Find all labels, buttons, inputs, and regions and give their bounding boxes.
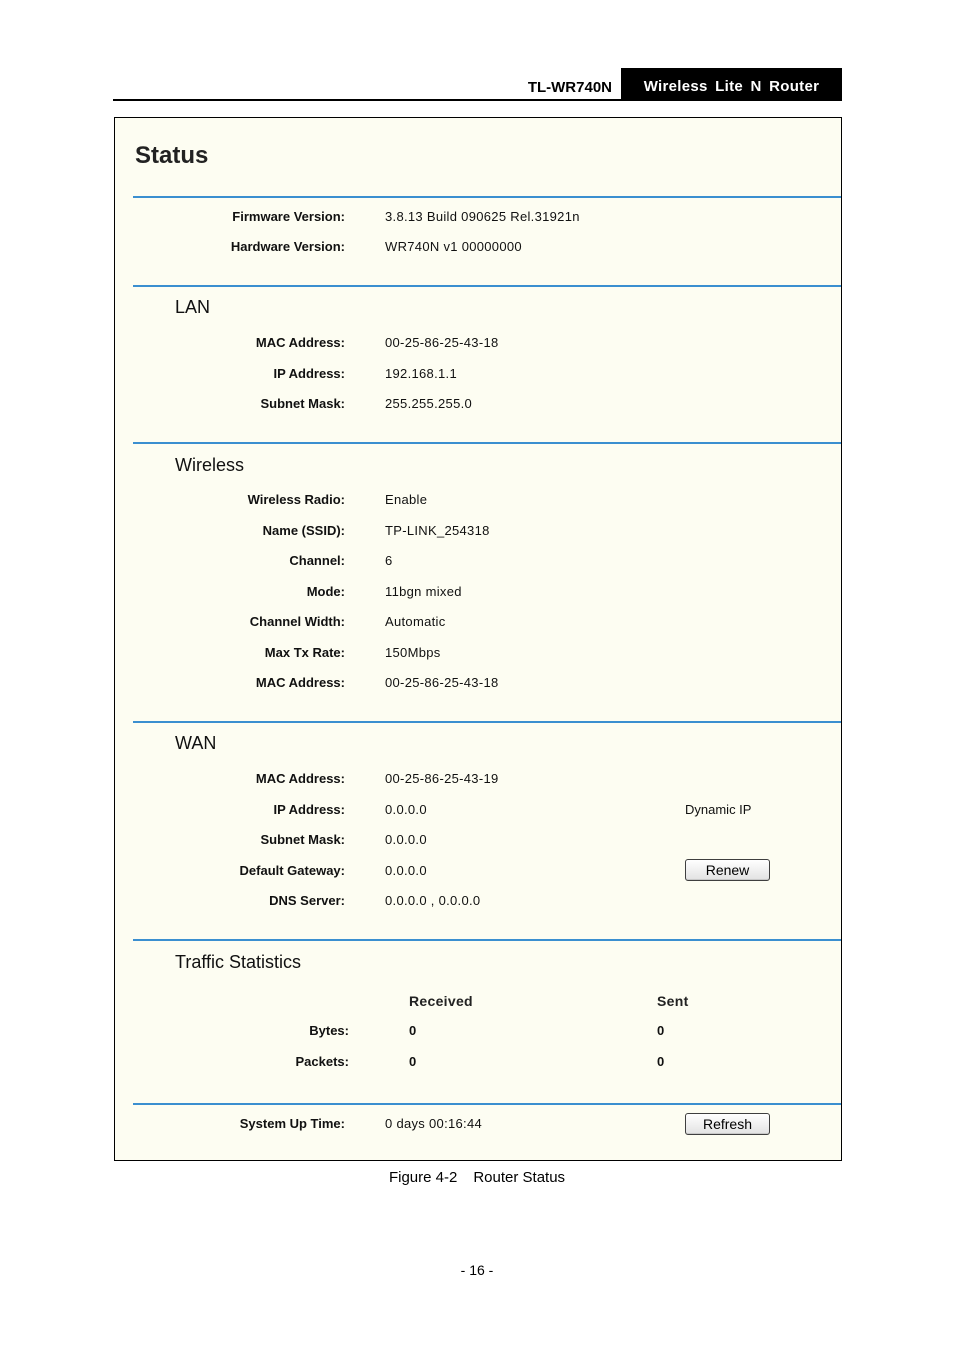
wireless-radio-label: Wireless Radio: bbox=[247, 492, 345, 507]
traffic-sent-header: Sent bbox=[657, 993, 689, 1009]
lan-subnet-value: 255.255.255.0 bbox=[385, 396, 473, 411]
wan-gateway-value: 0.0.0.0 bbox=[385, 863, 427, 878]
section-divider bbox=[133, 442, 841, 444]
refresh-button[interactable]: Refresh bbox=[685, 1113, 770, 1135]
wan-ip-label: IP Address: bbox=[273, 802, 345, 817]
traffic-section-title: Traffic Statistics bbox=[175, 952, 302, 972]
page-title: Status bbox=[135, 142, 209, 169]
figure-caption bbox=[0, 1169, 954, 1186]
wan-subnet-label: Subnet Mask: bbox=[260, 832, 345, 847]
wireless-ssid-label: Name (SSID): bbox=[262, 523, 345, 538]
wireless-ssid-value: TP-LINK_254318 bbox=[385, 523, 490, 538]
wireless-radio-value: Enable bbox=[385, 492, 428, 507]
wireless-channel-value: 6 bbox=[385, 553, 393, 568]
wireless-mac-label: MAC Address: bbox=[255, 675, 345, 690]
wan-ip-value: 0.0.0.0 bbox=[385, 802, 427, 817]
wireless-channel-width-label: Channel Width: bbox=[249, 614, 345, 629]
traffic-bytes-label: Bytes: bbox=[309, 1023, 349, 1038]
traffic-packets-label: Packets: bbox=[295, 1054, 349, 1069]
wan-section-title: WAN bbox=[175, 733, 217, 753]
lan-mac-value: 00-25-86-25-43-18 bbox=[385, 335, 499, 350]
traffic-packets-sent: 0 bbox=[657, 1054, 665, 1069]
router-status-screenshot bbox=[114, 117, 842, 1161]
hardware-version-value: WR740N v1 00000000 bbox=[385, 239, 522, 254]
lan-ip-value: 192.168.1.1 bbox=[385, 366, 457, 381]
wan-dns-label: DNS Server: bbox=[269, 893, 345, 908]
hardware-version-label: Hardware Version: bbox=[230, 239, 345, 254]
firmware-version-value: 3.8.13 Build 090625 Rel.31921n bbox=[385, 209, 580, 224]
section-divider bbox=[133, 1103, 841, 1105]
uptime-value: 0 days 00:16:44 bbox=[385, 1116, 483, 1131]
wireless-section-title: Wireless bbox=[175, 455, 245, 475]
wan-subnet-value: 0.0.0.0 bbox=[385, 832, 427, 847]
wireless-mac-value: 00-25-86-25-43-18 bbox=[385, 675, 499, 690]
section-divider bbox=[133, 196, 841, 198]
section-divider bbox=[133, 721, 841, 723]
header-model: TL-WR740N bbox=[527, 79, 612, 96]
lan-mac-label: MAC Address: bbox=[255, 335, 345, 350]
traffic-packets-received: 0 bbox=[409, 1054, 417, 1069]
wireless-mode-label: Mode: bbox=[306, 584, 345, 599]
renew-button[interactable]: Renew bbox=[685, 859, 770, 881]
figure-title: Router Status bbox=[473, 1169, 566, 1186]
wireless-channel-label: Channel: bbox=[289, 553, 345, 568]
wan-connection-type: Dynamic IP bbox=[685, 802, 752, 817]
wireless-max-tx-rate-label: Max Tx Rate: bbox=[264, 645, 345, 660]
wan-mac-value: 00-25-86-25-43-19 bbox=[385, 771, 499, 786]
wireless-mode-value: 11bgn mixed bbox=[385, 584, 462, 599]
lan-section-title: LAN bbox=[175, 297, 211, 317]
lan-subnet-label: Subnet Mask: bbox=[260, 396, 345, 411]
firmware-version-label: Firmware Version: bbox=[232, 209, 345, 224]
wan-dns-value: 0.0.0.0 , 0.0.0.0 bbox=[385, 893, 481, 908]
running-header bbox=[113, 68, 842, 101]
section-divider bbox=[133, 285, 841, 287]
wireless-max-tx-rate-value: 150Mbps bbox=[385, 645, 441, 660]
traffic-received-header: Received bbox=[409, 993, 473, 1009]
header-product: Wireless Lite N Router bbox=[621, 68, 842, 99]
page-number: - 16 - bbox=[460, 1262, 494, 1278]
section-divider bbox=[133, 939, 841, 941]
uptime-label: System Up Time: bbox=[239, 1116, 345, 1131]
wan-mac-label: MAC Address: bbox=[255, 771, 345, 786]
traffic-bytes-sent: 0 bbox=[657, 1023, 665, 1038]
traffic-bytes-received: 0 bbox=[409, 1023, 417, 1038]
wireless-channel-width-value: Automatic bbox=[385, 614, 446, 629]
figure-number: Figure 4-2 bbox=[388, 1169, 458, 1186]
wan-gateway-label: Default Gateway: bbox=[239, 863, 345, 878]
lan-ip-label: IP Address: bbox=[273, 366, 345, 381]
